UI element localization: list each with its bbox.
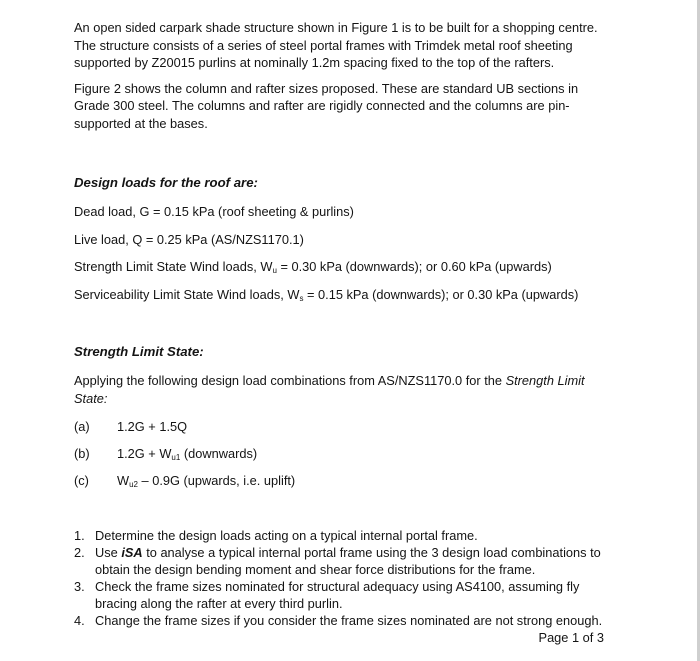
strength-limit-intro-text: Applying the following design load combinations from AS/NZS1170.0 for the	[74, 373, 506, 388]
combination-pre: W	[117, 473, 130, 488]
task-item-1	[74, 527, 608, 544]
intro-paragraph-1: An open sided carpark shade structure shown in Figure 1 is to be built for a shopping centre. The structure consists of a series of steel portal frames with Trimdek metal roof sheeting supported by Z20015 purlins at nominally 1.2m spacing fixed to the top of the rafters.	[74, 20, 598, 70]
task-text-pre: Use	[95, 545, 122, 560]
task-number: 3.	[74, 579, 85, 594]
dead-load-line: Dead load, G = 0.15 kPa (roof sheeting & purlins)	[74, 204, 354, 219]
task-list	[74, 527, 608, 629]
combination-b	[74, 446, 257, 461]
task-item-2	[74, 544, 608, 578]
strength-wind-sub: u	[272, 266, 277, 275]
combination-a	[74, 419, 187, 434]
task-text: Change the frame sizes if you consider the frame sizes nominated are not strong enough.	[95, 613, 603, 628]
task-text: Determine the design loads acting on a typical internal portal frame.	[95, 528, 478, 543]
service-wind-prefix: Serviceability Limit State Wind loads, W	[74, 287, 300, 302]
task-text: Check the frame sizes nominated for structural adequacy using AS4100, assuming fly bracing along the rafter at every third purlin.	[95, 579, 580, 611]
combination-sub: u1	[171, 453, 181, 462]
combination-post: – 0.9G (upwards, i.e. uplift)	[138, 473, 296, 488]
task-number: 4.	[74, 613, 85, 628]
strength-limit-intro-italic: Strength Limit State:	[74, 373, 585, 406]
task-text-post: to analyse a typical internal portal frame using the 3 design load combinations to obtain the design bending moment and shear force distributions for the frame.	[95, 545, 601, 577]
strength-wind-line	[74, 259, 552, 274]
task-item-3	[74, 578, 608, 612]
intro-paragraph-2: Figure 2 shows the column and rafter sizes proposed. These are standard UB sections in Grade 300 steel. The columns and rafter are rigidly connected and the columns are pin-supported at the bases.	[74, 80, 579, 131]
task-number: 2.	[74, 545, 85, 560]
page-number-footer: Page 1 of 3	[538, 630, 604, 645]
strength-wind-prefix: Strength Limit State Wind loads, W	[74, 259, 273, 274]
combination-pre: 1.2G + 1.5Q	[117, 419, 188, 434]
combination-label: (a)	[74, 419, 90, 434]
combination-pre: 1.2G + W	[117, 446, 172, 461]
task-text	[95, 544, 608, 578]
service-wind-sub: s	[299, 294, 304, 303]
combination-post: (downwards)	[180, 446, 258, 461]
strength-limit-intro	[74, 372, 606, 407]
combination-sub: u2	[129, 480, 138, 489]
service-wind-line	[74, 287, 578, 302]
strength-limit-heading: Strength Limit State:	[74, 344, 204, 359]
combination-label: (b)	[74, 446, 90, 461]
task-item-4	[74, 612, 608, 629]
combination-label: (c)	[74, 473, 89, 488]
intro-section	[74, 19, 606, 132]
task-number: 1.	[74, 528, 85, 543]
service-wind-suffix: = 0.15 kPa (downwards); or 0.30 kPa (upwards)	[303, 287, 579, 302]
strength-wind-suffix: = 0.30 kPa (downwards); or 0.60 kPa (upwards)	[276, 259, 552, 274]
task-text-bold: iSA	[121, 545, 143, 560]
combination-c	[74, 473, 295, 488]
design-loads-heading: Design loads for the roof are:	[74, 175, 258, 190]
live-load-line: Live load, Q = 0.25 kPa (AS/NZS1170.1)	[74, 232, 304, 247]
